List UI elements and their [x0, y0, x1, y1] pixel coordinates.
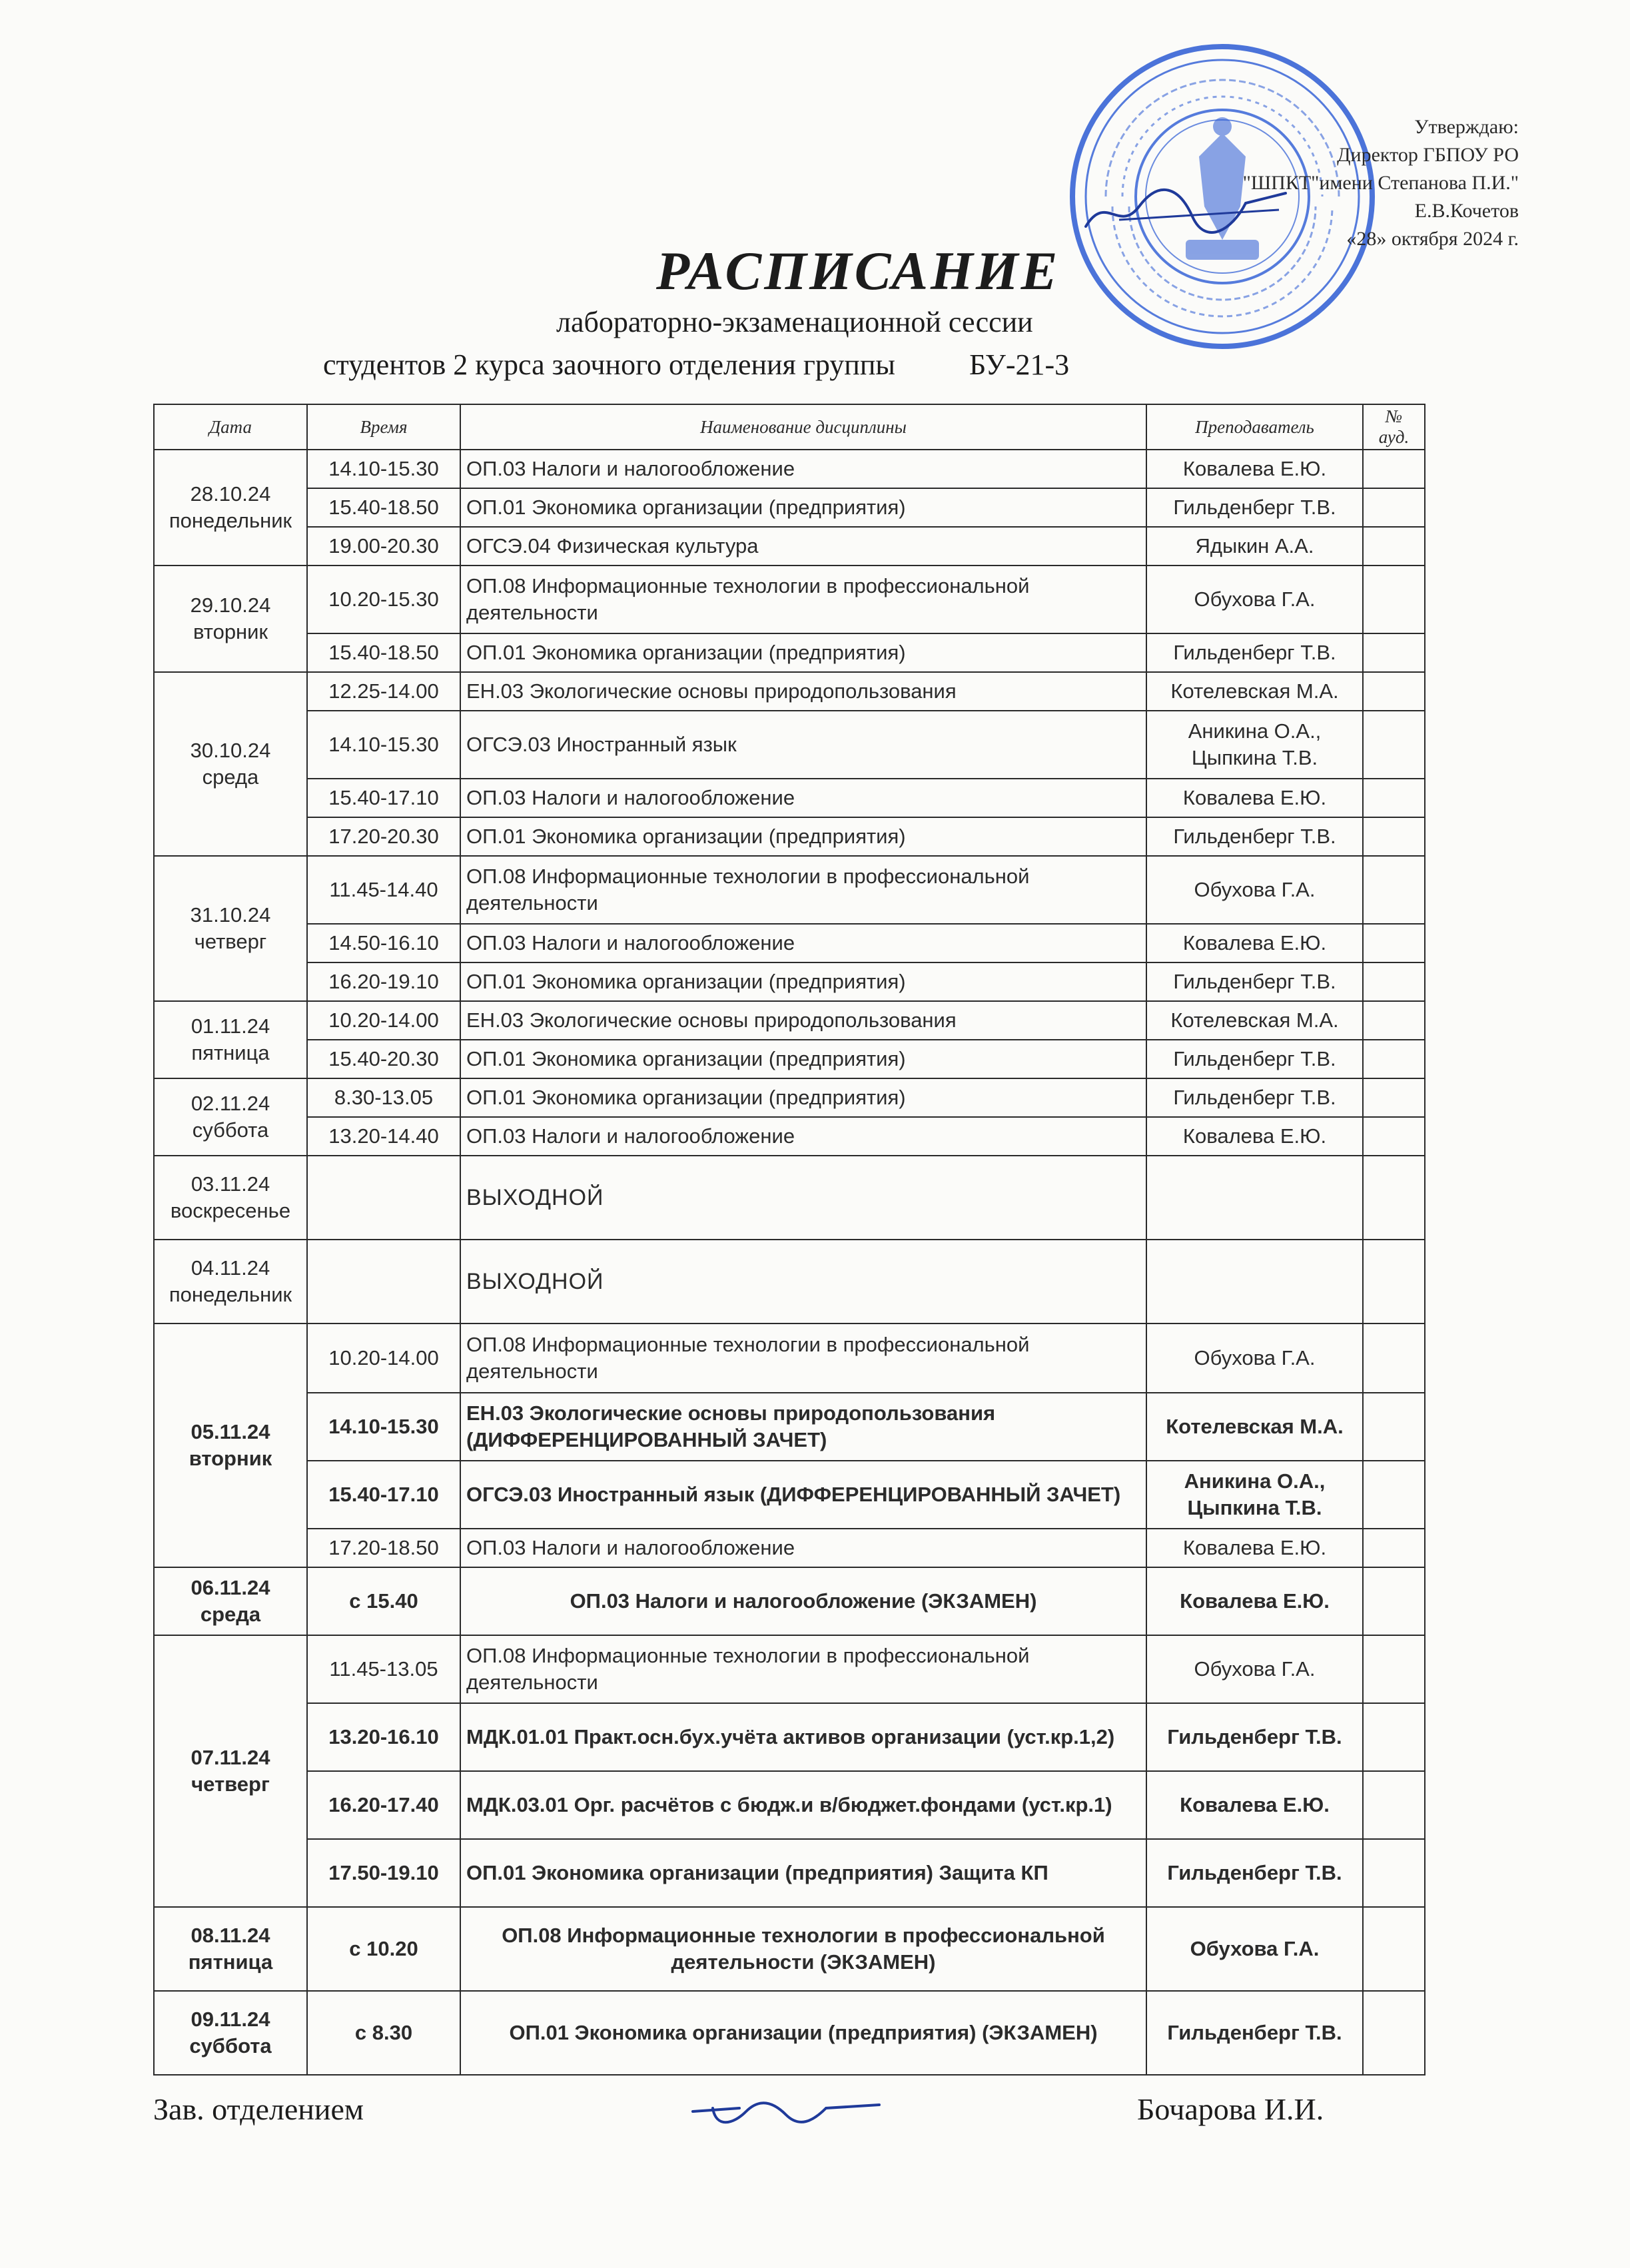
- date-cell: [154, 1991, 307, 2075]
- time-cell: 14.10-15.30: [307, 1393, 460, 1461]
- subject-cell: МДК.03.01 Орг. расчётов с бюдж.и в/бюджет.фондами (уст.кр.1): [460, 1771, 1146, 1839]
- teacher-cell: Обухова Г.А.: [1146, 856, 1363, 924]
- date-text: 30.10.24: [190, 739, 271, 762]
- date-text: 07.11.24: [191, 1746, 270, 1769]
- teacher-cell: Котелевская М.А.: [1146, 1393, 1363, 1461]
- date-text: 05.11.24: [191, 1420, 270, 1443]
- weekday-text: вторник: [193, 620, 268, 643]
- subject-cell: ОП.03 Налоги и налогообложение: [460, 450, 1146, 488]
- table-row: [154, 1839, 1425, 1907]
- subject-cell: ОП.01 Экономика организации (предприятия): [460, 817, 1146, 856]
- teacher-cell: [1146, 1156, 1363, 1240]
- date-text: 08.11.24: [191, 1924, 270, 1947]
- teacher-cell: Гильденберг Т.В.: [1146, 1991, 1363, 2075]
- teacher-cell: Гильденберг Т.В.: [1146, 817, 1363, 856]
- teacher-cell: Ковалева Е.Ю.: [1146, 779, 1363, 817]
- room-cell: [1363, 1771, 1425, 1839]
- table-row: [154, 1703, 1425, 1771]
- date-cell: [154, 566, 307, 672]
- table-row: [154, 450, 1425, 488]
- subject-cell: ОП.03 Налоги и налогообложение: [460, 1117, 1146, 1156]
- time-cell: с 15.40: [307, 1567, 460, 1635]
- time-cell: 10.20-14.00: [307, 1001, 460, 1040]
- room-cell: [1363, 924, 1425, 962]
- approval-line: Е.В.Кочетов: [1414, 200, 1519, 222]
- subject-cell: ОП.08 Информационные технологии в профессиональной деятельности: [460, 1635, 1146, 1703]
- subject-cell: ОП.01 Экономика организации (предприятия): [460, 488, 1146, 527]
- time-cell: 15.40-18.50: [307, 633, 460, 672]
- table-row: [154, 1635, 1425, 1703]
- time-cell: [307, 1156, 460, 1240]
- time-cell: 19.00-20.30: [307, 527, 460, 566]
- room-cell: [1363, 1393, 1425, 1461]
- table-row: [154, 1078, 1425, 1117]
- weekday-text: суббота: [192, 1118, 269, 1142]
- time-cell: 17.20-20.30: [307, 817, 460, 856]
- table-row: [154, 672, 1425, 711]
- time-cell: 15.40-17.10: [307, 1461, 460, 1529]
- time-cell: 13.20-14.40: [307, 1117, 460, 1156]
- room-cell: [1363, 450, 1425, 488]
- table-row: [154, 817, 1425, 856]
- time-cell: 13.20-16.10: [307, 1703, 460, 1771]
- teacher-cell: Гильденберг Т.В.: [1146, 1703, 1363, 1771]
- teacher-cell: Обухова Г.А.: [1146, 566, 1363, 633]
- room-cell: [1363, 1635, 1425, 1703]
- weekday-text: понедельник: [169, 1283, 292, 1306]
- subject-cell: ОП.03 Налоги и налогообложение: [460, 924, 1146, 962]
- time-cell: 17.50-19.10: [307, 1839, 460, 1907]
- room-cell: [1363, 1001, 1425, 1040]
- weekday-text: воскресенье: [170, 1199, 291, 1222]
- subject-cell: ОГСЭ.03 Иностранный язык (ДИФФЕРЕНЦИРОВАННЫЙ ЗАЧЕТ): [460, 1461, 1146, 1529]
- teacher-cell: Ковалева Е.Ю.: [1146, 1117, 1363, 1156]
- teacher-cell: Аникина О.А., Цыпкина Т.В.: [1146, 711, 1363, 779]
- teacher-cell: Котелевская М.А.: [1146, 672, 1363, 711]
- subject-cell: ОП.08 Информационные технологии в профессиональной деятельности: [460, 856, 1146, 924]
- subject-cell: ОП.03 Налоги и налогообложение (ЭКЗАМЕН): [460, 1567, 1146, 1635]
- date-text: 28.10.24: [190, 482, 271, 506]
- room-cell: [1363, 1703, 1425, 1771]
- weekday-text: суббота: [189, 2034, 272, 2058]
- teacher-cell: Обухова Г.А.: [1146, 1323, 1363, 1393]
- teacher-cell: Гильденберг Т.В.: [1146, 962, 1363, 1001]
- table-row: [154, 1991, 1425, 2075]
- schedule-table: [153, 404, 1426, 2076]
- time-cell: 11.45-13.05: [307, 1635, 460, 1703]
- time-cell: 15.40-17.10: [307, 779, 460, 817]
- room-cell: [1363, 1078, 1425, 1117]
- date-cell: [154, 672, 307, 856]
- subject-cell: ОП.01 Экономика организации (предприятия): [460, 1078, 1146, 1117]
- teacher-cell: Ковалева Е.Ю.: [1146, 1771, 1363, 1839]
- subject-cell: ОП.01 Экономика организации (предприятия): [460, 1040, 1146, 1078]
- time-cell: 10.20-15.30: [307, 566, 460, 633]
- table-row: [154, 1323, 1425, 1393]
- header-teacher: Преподаватель: [1146, 404, 1363, 450]
- teacher-cell: Обухова Г.А.: [1146, 1635, 1363, 1703]
- time-cell: 8.30-13.05: [307, 1078, 460, 1117]
- weekday-text: пятница: [188, 1950, 273, 1974]
- room-cell: [1363, 1991, 1425, 2075]
- room-cell: [1363, 1907, 1425, 1991]
- subject-cell: ЕН.03 Экологические основы природопользования (ДИФФЕРЕНЦИРОВАННЫЙ ЗАЧЕТ): [460, 1393, 1146, 1461]
- footer-department-head-label: Зав. отделением: [153, 2092, 364, 2126]
- date-text: 06.11.24: [191, 1576, 270, 1599]
- table-row: [154, 1771, 1425, 1839]
- table-row: [154, 566, 1425, 633]
- header-time: Время: [307, 404, 460, 450]
- subject-cell: ОГСЭ.03 Иностранный язык: [460, 711, 1146, 779]
- room-cell: [1363, 1567, 1425, 1635]
- subject-cell: ЕН.03 Экологические основы природопользования: [460, 672, 1146, 711]
- weekday-text: понедельник: [169, 509, 292, 532]
- weekday-text: четверг: [194, 930, 267, 953]
- weekday-text: пятница: [191, 1041, 270, 1064]
- approval-line: «28» октября 2024 г.: [1346, 228, 1519, 250]
- teacher-cell: Обухова Г.А.: [1146, 1907, 1363, 1991]
- room-cell: [1363, 672, 1425, 711]
- table-row: [154, 1567, 1425, 1635]
- table-row: [154, 1393, 1425, 1461]
- weekday-text: вторник: [189, 1447, 272, 1470]
- room-cell: [1363, 1529, 1425, 1567]
- subtitle-students: студентов 2 курса заочного отделения группы: [323, 348, 895, 381]
- room-cell: [1363, 488, 1425, 527]
- table-row: [154, 488, 1425, 527]
- time-cell: с 10.20: [307, 1907, 460, 1991]
- subject-cell: ОП.01 Экономика организации (предприятия): [460, 633, 1146, 672]
- subject-cell: ОП.01 Экономика организации (предприятия) (ЭКЗАМЕН): [460, 1991, 1146, 2075]
- table-row: [154, 1240, 1425, 1323]
- subject-cell: ОП.01 Экономика организации (предприятия): [460, 962, 1146, 1001]
- date-text: 09.11.24: [191, 2008, 270, 2031]
- date-text: 31.10.24: [190, 903, 271, 927]
- weekday-text: среда: [200, 1603, 261, 1626]
- teacher-cell: Котелевская М.А.: [1146, 1001, 1363, 1040]
- table-row: [154, 711, 1425, 779]
- table-row: [154, 779, 1425, 817]
- table-row: [154, 633, 1425, 672]
- room-cell: [1363, 1117, 1425, 1156]
- teacher-cell: Гильденберг Т.В.: [1146, 1040, 1363, 1078]
- teacher-cell: Ядыкин А.А.: [1146, 527, 1363, 566]
- teacher-cell: Ковалева Е.Ю.: [1146, 1567, 1363, 1635]
- table-row: [154, 1529, 1425, 1567]
- room-cell: [1363, 856, 1425, 924]
- time-cell: 15.40-20.30: [307, 1040, 460, 1078]
- room-cell: [1363, 779, 1425, 817]
- director-signature: [1079, 180, 1292, 240]
- date-text: 04.11.24: [191, 1256, 270, 1280]
- room-cell: [1363, 1240, 1425, 1323]
- table-header-row: [154, 404, 1425, 450]
- room-cell: [1363, 1839, 1425, 1907]
- date-cell: [154, 1078, 307, 1156]
- time-cell: 12.25-14.00: [307, 672, 460, 711]
- teacher-cell: Гильденберг Т.В.: [1146, 1839, 1363, 1907]
- date-cell: [154, 1323, 307, 1567]
- table-row: [154, 924, 1425, 962]
- footer-department-head-name: Бочарова И.И.: [1137, 2092, 1324, 2126]
- day-off-cell: ВЫХОДНОЙ: [460, 1240, 1146, 1323]
- room-cell: [1363, 1323, 1425, 1393]
- subject-cell: ОП.08 Информационные технологии в профессиональной деятельности: [460, 1323, 1146, 1393]
- subject-cell: МДК.01.01 Практ.осн.бух.учёта активов организации (уст.кр.1,2): [460, 1703, 1146, 1771]
- teacher-cell: [1146, 1240, 1363, 1323]
- room-cell: [1363, 1156, 1425, 1240]
- date-cell: [154, 450, 307, 566]
- approval-line: Директор ГБПОУ РО: [1337, 144, 1519, 166]
- time-cell: 14.10-15.30: [307, 711, 460, 779]
- subject-cell: ОП.03 Налоги и налогообложение: [460, 779, 1146, 817]
- room-cell: [1363, 566, 1425, 633]
- room-cell: [1363, 1461, 1425, 1529]
- subject-cell: ОП.01 Экономика организации (предприятия) Защита КП: [460, 1839, 1146, 1907]
- date-text: 02.11.24: [191, 1092, 270, 1115]
- table-row: [154, 1001, 1425, 1040]
- date-cell: [154, 1156, 307, 1240]
- time-cell: [307, 1240, 460, 1323]
- table-row: [154, 1040, 1425, 1078]
- header-subject: Наименование дисциплины: [460, 404, 1146, 450]
- time-cell: 14.50-16.10: [307, 924, 460, 962]
- subject-cell: ОП.08 Информационные технологии в профессиональной деятельности (ЭКЗАМЕН): [460, 1907, 1146, 1991]
- table-row: [154, 527, 1425, 566]
- date-cell: [154, 1635, 307, 1907]
- approval-line: "ШПКТ"имени Степанова П.И.": [1242, 172, 1519, 194]
- room-cell: [1363, 633, 1425, 672]
- table-row: [154, 1461, 1425, 1529]
- weekday-text: среда: [202, 765, 259, 789]
- subject-cell: ОГСЭ.04 Физическая культура: [460, 527, 1146, 566]
- time-cell: 15.40-18.50: [307, 488, 460, 527]
- time-cell: 10.20-14.00: [307, 1323, 460, 1393]
- teacher-cell: Гильденберг Т.В.: [1146, 633, 1363, 672]
- teacher-cell: Ковалева Е.Ю.: [1146, 450, 1363, 488]
- date-text: 03.11.24: [191, 1172, 270, 1196]
- teacher-cell: Аникина О.А., Цыпкина Т.В.: [1146, 1461, 1363, 1529]
- time-cell: 14.10-15.30: [307, 450, 460, 488]
- subtitle-group-line: [323, 348, 1069, 382]
- room-cell: [1363, 527, 1425, 566]
- teacher-cell: Ковалева Е.Ю.: [1146, 924, 1363, 962]
- room-cell: [1363, 711, 1425, 779]
- approval-line: Утверждаю:: [1414, 116, 1519, 138]
- date-text: 29.10.24: [190, 593, 271, 617]
- teacher-cell: Гильденберг Т.В.: [1146, 488, 1363, 527]
- time-cell: с 8.30: [307, 1991, 460, 2075]
- subject-cell: ЕН.03 Экологические основы природопользования: [460, 1001, 1146, 1040]
- table-row: [154, 1907, 1425, 1991]
- subtitle-session: лабораторно-экзаменационной сессии: [556, 306, 1033, 338]
- date-cell: [154, 1907, 307, 1991]
- date-cell: [154, 1240, 307, 1323]
- date-cell: [154, 856, 307, 1001]
- page-title: РАСПИСАНИЕ: [656, 240, 1060, 301]
- table-row: [154, 1117, 1425, 1156]
- date-cell: [154, 1001, 307, 1078]
- header-date: Дата: [154, 404, 307, 450]
- table-row: [154, 1156, 1425, 1240]
- time-cell: 16.20-19.10: [307, 962, 460, 1001]
- time-cell: 16.20-17.40: [307, 1771, 460, 1839]
- subject-cell: ОП.08 Информационные технологии в профессиональной деятельности: [460, 566, 1146, 633]
- department-head-signature: [686, 2088, 886, 2135]
- teacher-cell: Гильденберг Т.В.: [1146, 1078, 1363, 1117]
- day-off-cell: ВЫХОДНОЙ: [460, 1156, 1146, 1240]
- weekday-text: четверг: [191, 1772, 270, 1796]
- date-text: 01.11.24: [191, 1014, 270, 1038]
- room-cell: [1363, 962, 1425, 1001]
- table-row: [154, 962, 1425, 1001]
- time-cell: 11.45-14.40: [307, 856, 460, 924]
- teacher-cell: Ковалева Е.Ю.: [1146, 1529, 1363, 1567]
- table-row: [154, 856, 1425, 924]
- date-cell: [154, 1567, 307, 1635]
- header-room: № ауд.: [1363, 404, 1425, 450]
- room-cell: [1363, 1040, 1425, 1078]
- room-cell: [1363, 817, 1425, 856]
- subject-cell: ОП.03 Налоги и налогообложение: [460, 1529, 1146, 1567]
- group-code: БУ-21-3: [969, 348, 1070, 381]
- time-cell: 17.20-18.50: [307, 1529, 460, 1567]
